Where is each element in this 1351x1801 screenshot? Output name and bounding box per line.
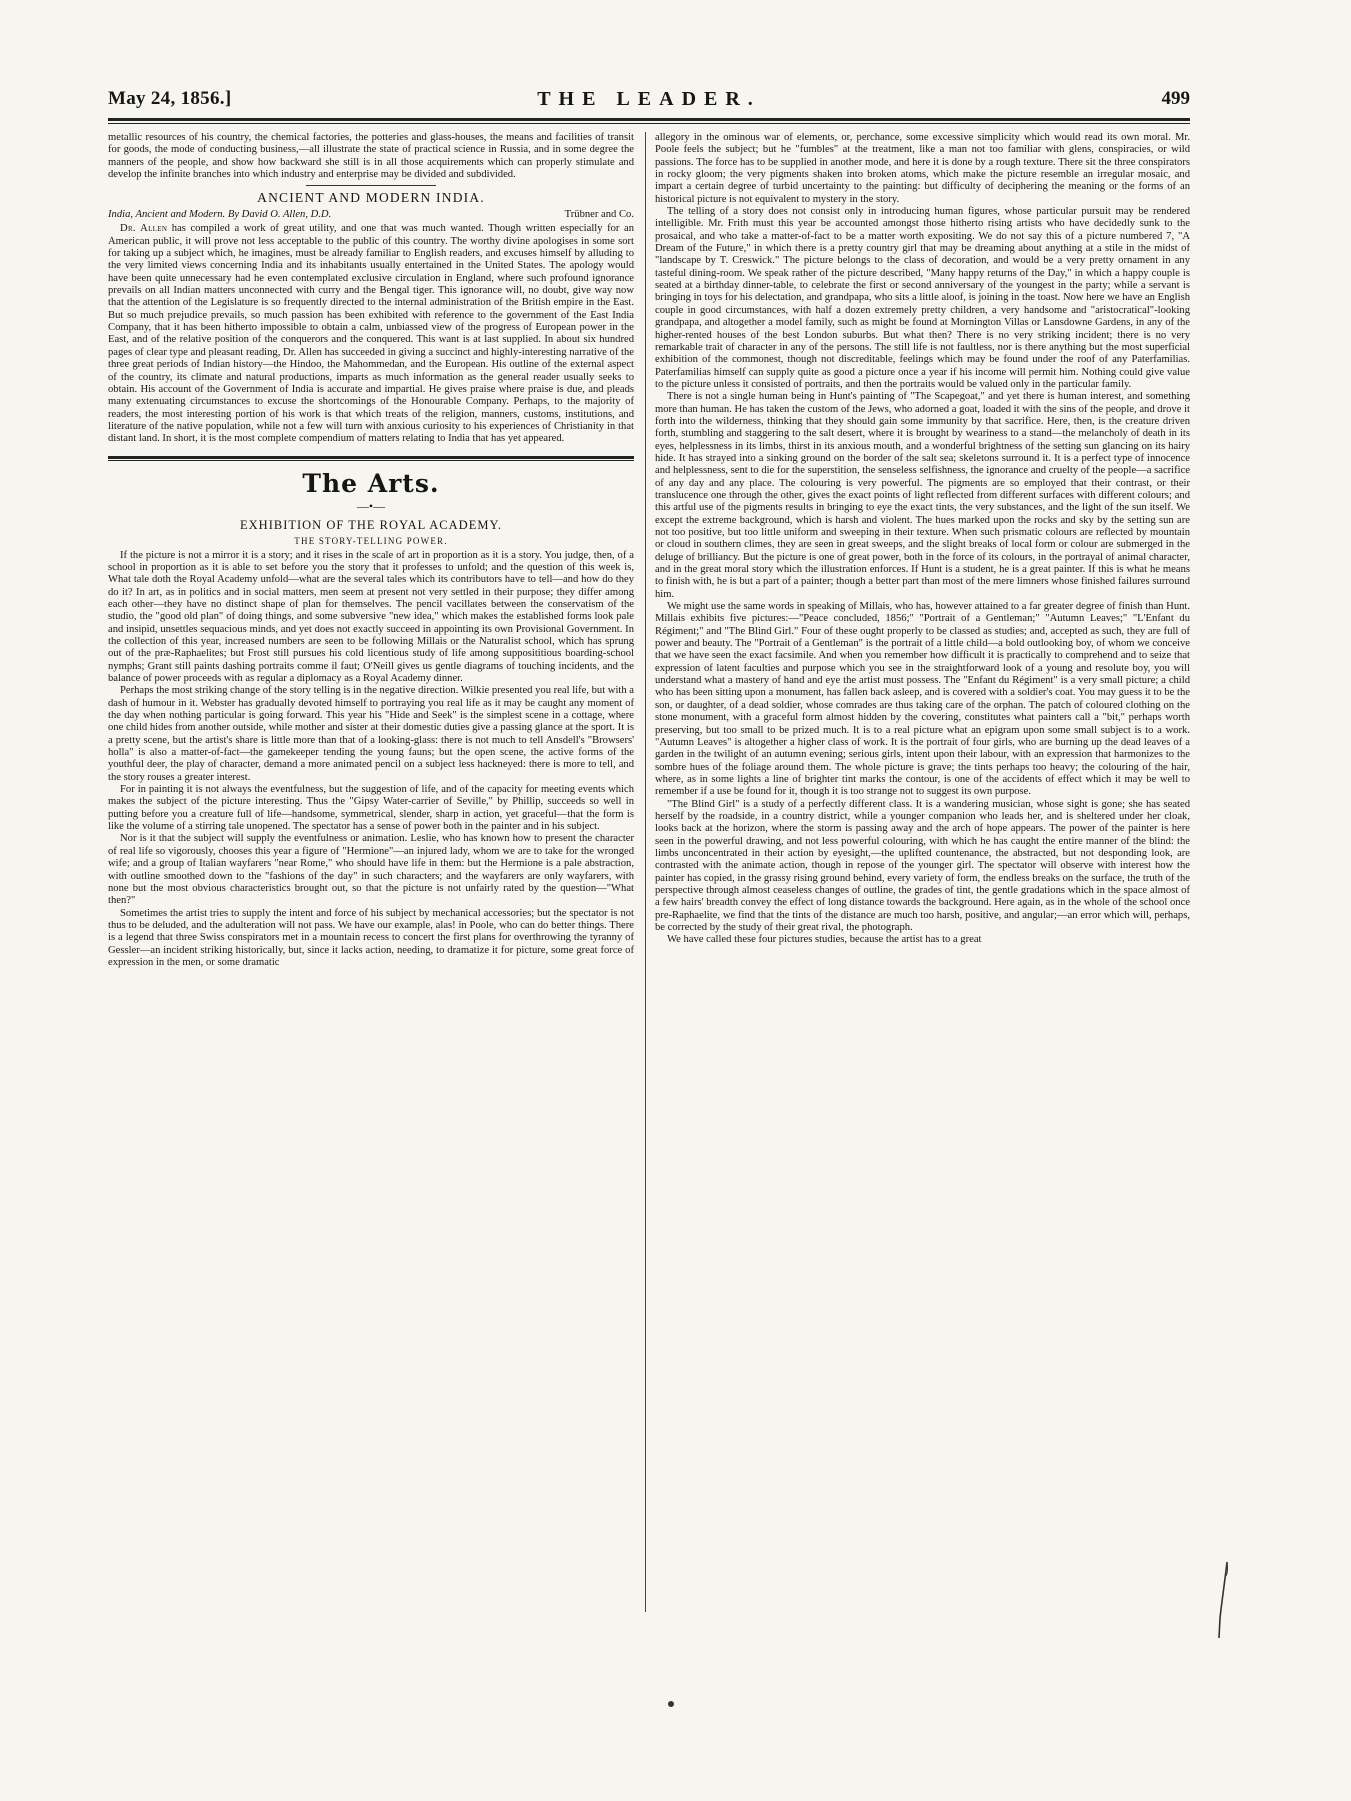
right-column	[655, 132, 1190, 947]
page-number: 499	[1161, 88, 1190, 109]
arts-paragraph: The telling of a story does not consist only in introducing human figures, whose particular pursuit may be rendered intelligible. Mr. Frith must this year be accounted amongst those hitherto rising artists who have decidedly sunk to the prosaical, and who take a matter-of-fact to be a matter worth expositing. We do not say this of a picture numbered 7, "A Dream of the Future," in which there is a pretty country girl that may be dreaming about anything at a stile in the midst of "landscape by T. Creswick." The picture belongs to the class of decoration, and would be a very pretty ornament in any tasteful dining-room. We speak rather of the picture described, "Many happy returns of the Day," in which a happy couple is seated at a birthday dinner-table, to celebrate the first or second anniversary of the youngest in the party; while a servant is bringing in toys for his delectation, and grandpapa, who sits a little aloof, is joining in the toast. Now here we have an English couple in good circumstances, with half a dozen extremely pretty children, a very handsome and "aristocratical"-looking grandpapa, and altogether a model family, such as might be found at Mornington Villas or Lansdowne Gardens, in any of the higher-rented houses of the best London suburbs. But what then? There is no very striking incident; there is no very remarkable trait of character in any of the persons. The still life is not faultless, nor is there anything but the most superficial exhibition of the commonest, though not discreditable, feelings which may be found under the roof of any Paterfamilias. Paterfamilias himself can supply quite as good a picture once a year if his income will permit him. Nothing could give value to the picture unless it consisted of portraits, and then the portraits would be valued only in the particular family.	[655, 206, 1190, 390]
india-article-title: ANCIENT AND MODERN INDIA.	[257, 190, 485, 206]
book-citation	[108, 208, 634, 221]
pencil-mark-icon	[1216, 1560, 1232, 1640]
arts-paragraph: Perhaps the most striking change of the story telling is in the negative direction. Wilkie presented you real life, but with a dash of humour in it. Webster has gradually devoted himself to portraying you real life as it may be caught any moment of the day when nothing particular is going forward. This year his "Hide and Seek" is the simplest scene in a cottage, where one child hides from another outside, while mother and sister at their domestic duties give a passing glance at the sport. It is a pretty scene, but the artist's share is little more than that of a looking-glass: there is not much to tell Ansdell's "Browsers' holla" is also a matter-of-fact—the gamekeeper tending the young fauns; but the open scene, the active forms of the youthful deer, the play of character, demand a more animated pencil on a subject less hackneyed: there is more to tell, and the story rouses a greater interest.	[108, 685, 634, 783]
article-separator	[306, 185, 436, 186]
masthead-rule	[108, 118, 1190, 121]
india-review-text: has compiled a work of great utility, and one that was much wanted. Though written especially for an American public, it will prove not less acceptable to the public of this country. The worthy divine apologises in some sort for taking up a subject which, he imagines, must be already familiar to English readers, and excuses himself by alluding to the very limited views concerning India and its inhabitants usually entertained in the United States. The apology would have been quite unnecessary had he even contemplated exclusive circulation in England, where such profound ignorance prevails on all Indian matters unconnected with curry and the Bengal tiger. This ignorance will, no doubt, give way now that the attention of the Legislature is so frequently directed to the internal administration of the British empire in the East. But so much prejudice prevails, so much passion has been exhibited with reference to the government of the East India Company, that it has been hitherto impossible to obtain a calm, unbiassed view of the progress of European power in the East, and of the relative position of the conquerors and the conquered. This want is at last supplied. In about six hundred pages of clear type and pleasant reading, Dr. Allen has succeeded in giving a succinct and highly-interesting narrative of the three great periods of Indian history—the Hindoo, the Mahommedan, and the European. His outline of the external aspect of the country, its climate and natural productions, imparts as much information as the general reader usually seeks to obtain. His account of the Government of India is accurate and impartial. He gives praise where praise is due, and pleads many extenuating circumstances to excuse the shortcomings of the Honourable Company. Perhaps, to the majority of readers, the most interesting portion of his work is that which treats of the religion, manners, customs, institutions, and literature of the native population, while not a few will turn with anxious curiosity to his experiences of Christianity in that distant land. In short, it is the most complete compendium of matters relating to India that has yet appeared.	[108, 223, 635, 445]
book-publisher: Trübner and Co.	[564, 209, 634, 221]
issue-date: May 24, 1856.]	[108, 88, 232, 109]
arts-paragraph: Nor is it that the subject will supply the eventfulness or animation. Leslie, who has known how to present the character of real life so vigorously, chooses this year a figure of "Hermione"—an injured lady, whom we are to take for the wronged wife; and a group of Italian wayfarers "near Rome," who should have life in them: but the Hermione is a pale abstraction, with outline smoothed down to the "fashions of the day" in such characters; and the wayfarers are only wayfarers, with none but the most obvious characteristics brought out, so that the picture is not unfairly rated by the question—"What then?"	[108, 833, 634, 907]
ornament-divider: —•—	[356, 498, 386, 513]
masthead-rule-thin	[108, 123, 1190, 124]
arts-paragraph: "The Blind Girl" is a study of a perfectly different class. It is a wandering musician, whose sight is gone; she has seated herself by the roadside, in a country district, while a younger companion who leads her, and is sheltered under her cloak, looks back at the horizon, where the storm is passing away and the arch of hope appears. The power of the painter is here seen in the powerful drawing, and not less powerful colouring, with which he has caught the entire manner of the blind: the limbs unconcentrated in their action by eyesight,—the uplifted countenance, the abstracted, but not desponding look, are contrasted with the animate action, though in repose of the younger girl. The spectator will observe with interest how the painter has copied, in the grassy rising ground behind, every variety of form, the endless breaks on the surface, the truth of the perspective through almost ceaseless changes of outline, the grades of tint, the gentle gradations which in the space almost of a few hairs' breadth convey the effect of long distance towards the background. Here again, as in the whole of the school once pre-Raphaelite, we find that the tints of the distance are much too harsh, positive, and angular;—an error which will, perhaps, be corrected by the study of their great rival, the photograph.	[655, 798, 1190, 933]
royal-academy-title: EXHIBITION OF THE ROYAL ACADEMY.	[240, 517, 502, 532]
arts-section-title: The Arts.	[302, 468, 440, 498]
left-column	[108, 132, 634, 969]
arts-paragraph: There is not a single human being in Hunt's painting of "The Scapegoat," and yet there is human interest, and something more than human. He has taken the custom of the Jews, who adorned a goat, loaded it with the sins of the people, and drove it forth into the wilderness, thinking that they should gain some immunity by that sacrifice. Here, then, is the creature driven forth, stumbling and staggering to the salt desert, where it is brought by weariness to a stand—the melancholy of death in its eyes, helplessness in its limbs, thirst in its anxious mouth, and a wonderful brightness of the setting sun glancing on its hairy hide. It has strayed into a sinking ground on the border of the salt sea; skeletons surround it. It is a perfect type of innocence and helplessness, sent to die for the superstition, the senseless selfishness, the ignorance and cruelty of the people—a sacrifice of any day and any place. The colouring is very powerful. The pigments are so employed that their contrast, or their translucence one through the other, gives the exact points of light reflected from different surfaces with different colours; and this artful use of the pigments results in bringing to eye the exact tints, the very substances, and the light of the sun itself. We except the extreme background, which is harsh and violent. The hues marked upon the rocks and sky by the setting sun are not too positive, but too little uniform and sweeping in their texture. When such prismatic colours are reflected by mountain or cloud in southern climes, they are seen in great sweeps, and the slight breaks of local form or colour are submerged in the deluge of brilliancy. But the picture is one of great power, both in the force of its colours, in the portrayal of animal character, and in the great moral story which the illustration enforces. If Hunt is a student, he is a great painter. If this is what he means to finish with, he is but a part of a painter; though a better part than most of the mere limners whose finished failures surround him.	[655, 391, 1190, 600]
royal-academy-subtitle: THE STORY-TELLING POWER.	[294, 535, 448, 546]
arts-paragraph: allegory in the ominous war of elements, or, perchance, some excessive simplicity which would read its own moral. Mr. Poole feels the subject; but he "fumbles" at the treatment, like a man not too familiar with glens, conspiracies, or wild passions. The force has to be supplied in another mode, and here it is done by a rough texture. There sit the three conspirators in rocky gloom; the very pigments shaken into broken atoms, which make the picture resemble an irregular mosaic, and impart a certain degree of turbid uncertainty to the painting: but difficulty of deciphering the meaning or the forms of an historical picture is not equivalent to mystery in the story.	[655, 132, 1190, 205]
india-review-body	[108, 223, 634, 445]
drop-word: Dr. Allen	[120, 223, 168, 235]
newspaper-title: THE LEADER.	[537, 88, 761, 110]
newspaper-page	[108, 88, 1190, 1668]
arts-paragraph: We have called these four pictures studies, because the artist has to a great	[667, 934, 982, 946]
arts-paragraph: We might use the same words in speaking of Millais, who has, however attained to a far greater degree of finish than Hunt. Millais exhibits five pictures:—"Peace concluded, 1856;" "Portrait of a Gentleman;" "Autumn Leaves;" "L'Enfant du Régiment;" and "The Blind Girl." Four of these ought properly to be classed as studies; and, accepted as such, they are full of power and beauty. The "Portrait of a Gentleman" is the portrait of a little child—a bold outlooking boy, of whom we conceive that we have seen the exact facsimile. And when you remember how difficult it is practically to comprehend and to seize that expression of latent faculties and purpose which you see in the straightforward look of a young and resolute boy, you will understand what a mastery of hand and eye the artist must possess. The "Enfant du Régiment" is a very small picture; a child who has been sitting upon a monument, has fallen back asleep, and is covered with a soldier's coat. You may guess it to be the son, or daughter, of a dead soldier, whose comrades are thus taking care of the orphan. The patch of coloured clothing on the stone monument, with a graceful form almost hidden by the covering, constitutes what painters call a "bit," perhaps worth preserving, but too small to be prized much. It is to a real picture what an epigram upon some small subject is to a work. "Autumn Leaves" is altogether a higher class of work. It is the portrait of four girls, who are burning up the dead leaves of a garden in the twilight of an autumn evening; serious girls, intent upon their labour, with an expression that harmonizes to the sombre hues of the foliage around them. The whole picture is grave; the tints perhaps too heavy; the colouring of the hair, where, as in some lights a line of brighter tint marks the contour, is one of the accidents of effect which it may be well to remember if a use be found for it, though it is too strange not to suggest its own purpose.	[655, 601, 1190, 798]
section-rule-thin	[108, 460, 634, 461]
continued-paragraph: metallic resources of his country, the chemical factories, the potteries and glass-houses, the means and facilities of transit for goods, the mode of conducting business,—all illustrate the state of practical science in Russia, and in some degree the manners of the people, and show how backward she still is in all those acquirements which can properly stimulate and develop the infinite branches into which industry and enterprise may be divided and subdivided.	[108, 132, 634, 181]
arts-paragraph: For in painting it is not always the eventfulness, but the suggestion of life, and of the capacity for meeting events which makes the subject of the picture interesting. Thus the "Gipsy Water-carrier of Seville," by Phillip, succeeds so well in putting before you a creature full of life—handsome, symmetrical, slender, sharp in action, yet graceful—that the form is like the volume of a stirring tale unopened. The spectator has a sense of power both in the painter and in his subject.	[108, 784, 634, 833]
masthead	[108, 88, 1190, 114]
column-divider	[645, 132, 646, 1612]
book-title-author: India, Ancient and Modern. By David O. Allen, D.D.	[108, 209, 332, 221]
section-rule	[108, 456, 634, 459]
arts-paragraph: Sometimes the artist tries to supply the intent and force of his subject by mechanical accessories; but the spectator is not thus to be deluded, and the adulteration will not pass. We have our example, alas! in Poole, who can do better things. There is a legend that three Swiss conspirators met in a mountain recess to concert the first plans for overthrowing the tyranny of Gessler—an incident striking historically, but, since it lacks action, needing, to dramatize it for picture, some great force of expression in the men, or some dramatic	[108, 907, 634, 968]
arts-paragraph: If the picture is not a mirror it is a story; and it rises in the scale of art in proportion as it is a story. You judge, then, of a school in proportion as it is able to set before you the story that it professes to unfold; and the question of this week is, What tale doth the Royal Academy unfold—what are the several tales which its contributors have to tell—and how do they do it? In art, as in politics and in social matters, men seem at present not very settled in their purpose; they differ among each other—they have no distinct shape of plan for themselves. The pencil vacillates between the conservatism of the studio, the "good old plan" of doing things, and some subversive "new idea," which makes the established forms look pale and insipid, unsettles sequacious minds, and yet does not exactly succeed in appointing its own Provisional Government. In the collection of this year, increased numbers are seen to be following Millais or the Naturalist school, which has sprung out of the præ-Raphaelites; but Frost still pursues his cold licentious study of life among supposititious boarding-school nymphs; Grant still paints dashing portraits comme il faut; O'Neill gives us gentle diagrams of touching incidents, and the balance of power proceeds with as regular a diplomacy as a Royal Academy dinner.	[108, 549, 634, 684]
stray-mark	[668, 1701, 674, 1707]
